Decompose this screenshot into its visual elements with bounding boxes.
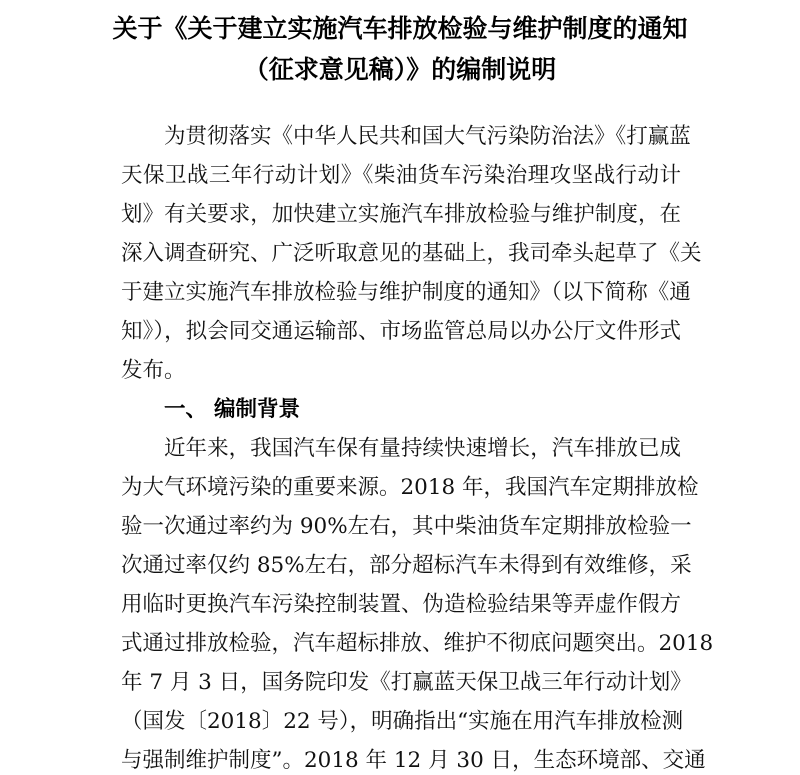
intro-paragraph-line: 为贯彻落实《中华人民共和国大气污染防治法》《打赢蓝	[164, 124, 691, 149]
background-paragraph-line: 年 7 月 3 日，国务院印发《打赢蓝天保卫战三年行动计划》	[121, 670, 692, 695]
section-number: 一、	[164, 397, 208, 422]
background-paragraph-line: 为大气环境污染的重要来源。2018 年，我国汽车定期排放检	[121, 475, 699, 500]
background-paragraph-line: 式通过排放检验，汽车超标排放、维护不彻底问题突出。2018	[121, 631, 714, 656]
document-title-line-1: 关于《关于建立实施汽车排放检验与维护制度的通知	[112, 14, 688, 43]
intro-paragraph-line: 天保卫战三年行动计划》《柴油货车污染治理攻坚战行动计	[121, 163, 681, 188]
background-paragraph-line: 次通过率仅约 85%左右，部分超标汽车未得到有效维修，采	[121, 553, 692, 578]
document-title-line-2: （征求意见稿）》的编制说明	[243, 55, 557, 84]
section-title: 编制背景	[214, 397, 301, 422]
background-paragraph-line: 验一次通过率约为 90%左右，其中柴油货车定期排放检验一	[121, 514, 692, 539]
intro-paragraph-line: 知》），拟会同交通运输部、市场监管总局以办公厅文件形式	[121, 319, 681, 344]
intro-paragraph-line: 深入调查研究、广泛听取意见的基础上，我司牵头起草了《关	[121, 241, 702, 266]
background-paragraph-line: （国发〔2018〕22 号），明确指出“实施在用汽车排放检测	[121, 709, 684, 734]
background-paragraph-line: 近年来，我国汽车保有量持续快速增长，汽车排放已成	[164, 436, 681, 461]
background-paragraph-line: 与强制维护制度”。2018 年 12 月 30 日，生态环境部、交通	[121, 748, 706, 773]
intro-paragraph-line: 发布。	[121, 358, 186, 383]
section-heading-background	[164, 396, 300, 424]
intro-paragraph-line: 于建立实施汽车排放检验与维护制度的通知》（以下简称《通	[121, 280, 691, 305]
intro-paragraph-line: 划》有关要求，加快建立实施汽车排放检验与维护制度，在	[121, 202, 681, 227]
background-paragraph-line: 用临时更换汽车污染控制装置、伪造检验结果等弄虚作假方	[121, 592, 681, 617]
